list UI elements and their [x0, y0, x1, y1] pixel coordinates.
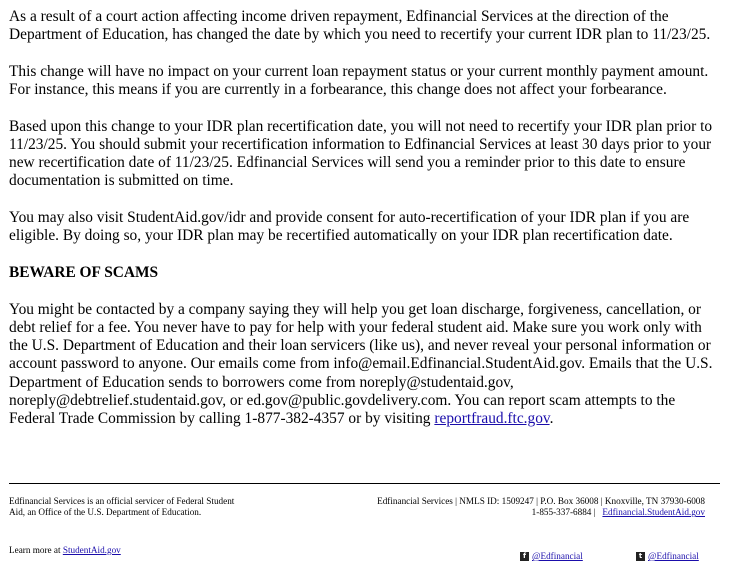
- twitter-link-group: [636, 551, 699, 562]
- email-body: [9, 8, 721, 428]
- footer-divider: [9, 483, 720, 484]
- reportfraud-link[interactable]: reportfraud.ftc.gov: [434, 409, 550, 427]
- scam-heading: BEWARE OF SCAMS: [9, 264, 159, 282]
- facebook-icon[interactable]: f: [520, 552, 529, 561]
- facebook-link-group: [520, 551, 583, 562]
- paragraph-auto-recertification: You may also visit StudentAid.gov/idr and provide consent for auto-recertification of your IDR plan if you are eligible. By doing so, your IDR plan may be recertified automatically on your IDR plan recertification date.: [9, 209, 690, 245]
- learn-more-label: Learn more at: [9, 545, 63, 555]
- facebook-link[interactable]: @Edfinancial: [532, 551, 583, 561]
- footer-phone: 1-855-337-6884 |: [531, 507, 596, 518]
- scam-text: You might be contacted by a company saying they will help you get loan discharge, forgiveness, cancellation, or debt relief for a fee. You never have to pay for help with your federal student aid. Make sure you work only with the U.S. Department of Education and their loan servicers (like us), and never reveal your personal information or account password to anyone. Our emails come from info@email.Edfinancial.StudentAid.gov. Emails that the U.S. Department of Education sends to borrowers come from noreply@studentaid.gov, noreply@debtrelief.studentaid.gov, or ed.gov@public.govdelivery.com. You can report scam attempts to the Federal Trade Commission by calling 1-877-382-4357 or by visiting: [9, 300, 713, 427]
- footer-learn-more: [9, 545, 121, 556]
- footer-phone-line: [377, 507, 705, 518]
- studentaid-link[interactable]: StudentAid.gov: [62, 545, 121, 555]
- paragraph-court-action: As a result of a court action affecting income driven repayment, Edfinancial Services at the direction of the Department of Education, has changed the date by which you need to recertify your current IDR plan to 11/23/25.: [9, 8, 711, 44]
- edfinancial-site-link[interactable]: Edfinancial.StudentAid.gov: [602, 507, 705, 518]
- twitter-icon[interactable]: t: [636, 552, 645, 561]
- footer-contact: [377, 496, 705, 519]
- twitter-link[interactable]: @Edfinancial: [648, 551, 699, 561]
- paragraph-scams: [9, 301, 721, 428]
- paragraph-no-impact: This change will have no impact on your current loan repayment status or your current monthly payment amount. For instance, this means if you are currently in a forbearance, this change does not affect your forbearance.: [9, 62, 709, 99]
- paragraph-recertification-date: Based upon this change to your IDR plan recertification date, you will not need to recertify your IDR plan prior to 11/23/25. You should submit your recertification information to Edfinancial Services at least 30 days prior to your new recertification date of 11/23/25. Edfinancial Services will send you a reminder prior to this date to ensure documentation is submitted on time.: [9, 117, 713, 190]
- footer-servicer-note: Edfinancial Services is an official servicer of Federal Student Aid, an Office of the U.S. Department of Education.: [9, 496, 235, 518]
- scam-end: .: [549, 409, 554, 427]
- footer-address: Edfinancial Services | NMLS ID: 1509247 | P.O. Box 36008 | Knoxville, TN 37930-6008: [377, 496, 705, 506]
